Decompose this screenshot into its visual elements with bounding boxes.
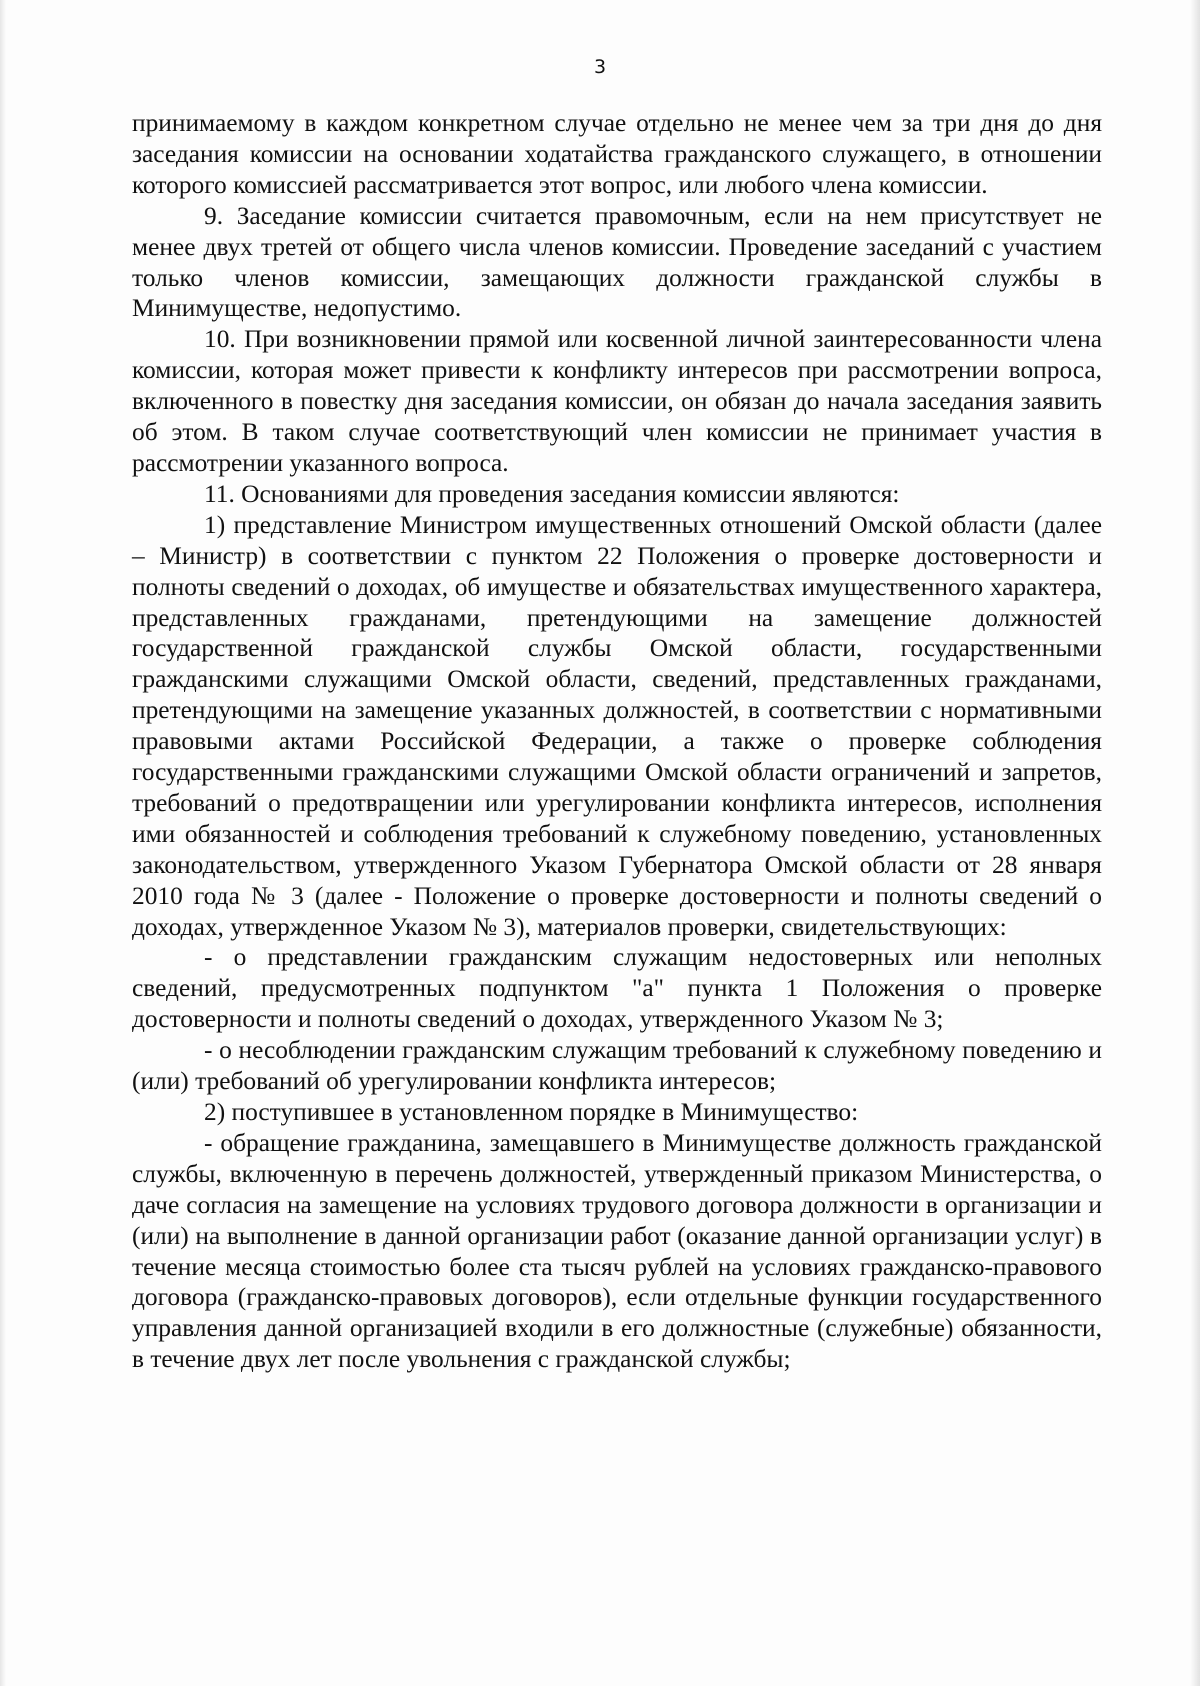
- paragraph-dash-2: - о несоблюдении гражданским служащим требований к служебному поведению и (или) требований об урегулировании конфликта интересов;: [132, 1036, 1102, 1096]
- scan-edge-right: [1190, 0, 1200, 1686]
- paragraph-item-11: 11. Основаниями для проведения заседания комиссии являются:: [204, 479, 900, 508]
- page-number: 3: [593, 56, 607, 78]
- paragraph-subitem-2: 2) поступившее в установленном порядке в Минимущество:: [204, 1098, 859, 1126]
- paragraph-continuation: принимаемому в каждом конкретном случае отдельно не менее чем за три дня до дня заседания комиссии на основании ходатайства гражданского служащего, в отношении которого комиссией рассматривается этот вопрос, или любого члена комиссии.: [132, 109, 1102, 199]
- paragraph-item-9: 9. Заседание комиссии считается правомочным, если на нем присутствует не менее двух третей от общего числа членов комиссии. Проведение заседаний с участием только членов комиссии, замещающих должности гражданской службы в Минимуществе, недопустимо.: [132, 201, 1102, 323]
- scan-edge-left: [0, 0, 6, 1686]
- paragraph-item-10: 10. При возникновении прямой или косвенной личной заинтересованности члена комиссии, которая может привести к конфликту интересов при рассмотрении вопроса, включенного в повестку дня заседания комиссии, он обязан до начала заседания заявить об этом. В таком случае соответствующий член комиссии не принимает участия в рассмотрении указанного вопроса.: [132, 325, 1102, 477]
- paragraph-dash-3: - обращение гражданина, замещавшего в Минимуществе должность гражданской службы, включенную в перечень должностей, утвержденный приказом Министерства, о даче согласия на замещение на условиях трудового договора должности в организации и (или) на выполнение в данной организации работ (оказание данной организации услуг) в течение месяца стоимостью более ста тысяч рублей на условиях гражданско-правового договора (гражданско-правовых договоров), если отдельные функции государственного управления данной организацией входили в его должностные (служебные) обязанности, в течение двух лет после увольнения с гражданской службы;: [132, 1128, 1102, 1374]
- paragraph-subitem-1: 1) представление Министром имущественных отношений Омской области (далее – Министр) в соответствии с пунктом 22 Положения о проверке достоверности и полноты сведений о доходах, об имуществе и обязательствах имущественного характера, представленных гражданами, претендующими на замещение должностей государственной гражданской службы Омской области, государственными гражданскими служащими Омской области, сведений, представленных гражданами, претендующими на замещение указанных должностей, в соответствии с нормативными правовыми актами Российской Федерации, а также о проверке соблюдения государственными гражданскими служащими Омской области ограничений и запретов, требований о предотвращении или урегулировании конфликта интересов, исполнения ими обязанностей и соблюдения требований к служебному поведению, установленных законодательством, утвержденного Указом Губернатора Омской области от 28 января 2010 года № 3 (далее - Положение о проверке достоверности и полноты сведений о доходах, утвержденное Указом № 3), материалов проверки, свидетельствующих:: [132, 510, 1102, 941]
- paragraph-dash-1: - о представлении гражданским служащим недостоверных или неполных сведений, предусмотренных подпунктом "а" пункта 1 Положения о проверке достоверности и полноты сведений о доходах, утвержденного Указом № 3;: [132, 943, 1102, 1034]
- document-body: [132, 108, 1102, 1375]
